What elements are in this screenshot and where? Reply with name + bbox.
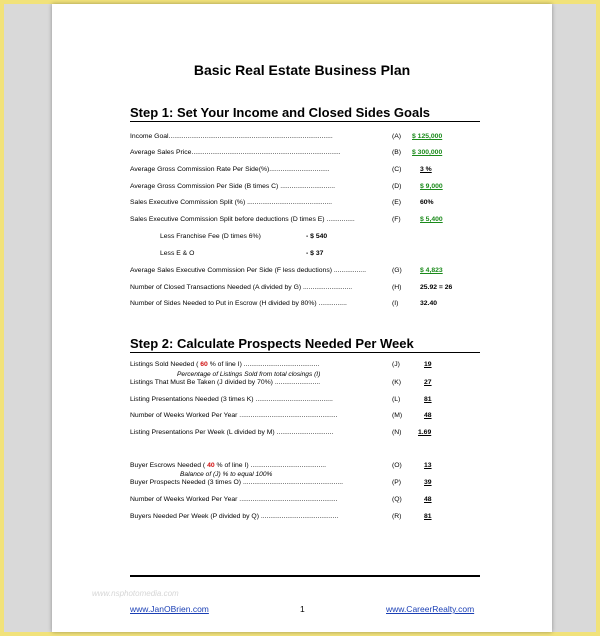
row-label: Number of Weeks Worked Per Year .................................................... [130, 496, 338, 503]
row-code: (Q) [392, 496, 402, 503]
row-value: 81 [424, 396, 432, 403]
row-code: (B) [392, 149, 402, 156]
row-label: Average Gross Commission Per Side (B times C) ............................. [130, 183, 335, 190]
row-code: (D) [392, 183, 402, 190]
row-value: - $ 540 [306, 233, 328, 240]
row-listings-taken [130, 377, 480, 389]
row-sides-in-escrow [130, 298, 480, 310]
row-code: (O) [392, 462, 402, 469]
row-value: 48 [424, 496, 432, 503]
row-label: Number of Weeks Worked Per Year .................................................... [130, 412, 338, 419]
row-value: $ 4,823 [420, 267, 443, 274]
viewer-background [4, 4, 596, 632]
row-code: (R) [392, 513, 402, 520]
row-value: 39 [424, 479, 432, 486]
row-label: Sales Executive Commission Split (%) ............................................. [130, 199, 333, 206]
row-value: 60% [420, 199, 434, 206]
row-franchise-fee [130, 231, 480, 243]
row-value: 81 [424, 513, 432, 520]
row-code: (C) [392, 166, 402, 173]
row-label: Number of Closed Transactions Needed (A divided by G) .......................... [130, 284, 353, 291]
row-value: 48 [424, 412, 432, 419]
row-code: (A) [392, 133, 402, 140]
footer-left-link[interactable]: www.JanOBrien.com [130, 604, 209, 614]
row-code: (G) [392, 267, 402, 274]
row-label: Income Goal....................................................................................... [130, 133, 333, 140]
row-commission-rate [130, 164, 480, 176]
step2-rule [130, 352, 480, 353]
row-value: - $ 37 [306, 250, 324, 257]
row-weeks-worked-m [130, 410, 480, 422]
row-net-commission [130, 265, 480, 277]
row-presentations-per-week [130, 427, 480, 439]
row-label: Listing Presentations Needed (3 times K) ......................................... [130, 396, 333, 403]
row-value: $ 300,000 [412, 149, 443, 156]
document-title: Basic Real Estate Business Plan [193, 62, 411, 78]
row-code: (E) [392, 199, 402, 206]
row-label: Buyer Escrows Needed ( 40 % of line I) ........................................ [130, 462, 327, 469]
row-value: 19 [424, 361, 432, 368]
row-value: 25.92 = 26 [420, 284, 453, 291]
row-listings-sold [130, 359, 480, 371]
row-buyers-per-week [130, 511, 480, 523]
row-code: (I) [392, 300, 399, 307]
row-value: 13 [424, 462, 432, 469]
row-label: Average Sales Price............................................................................... [130, 149, 341, 156]
row-label: Less E & O [160, 250, 195, 257]
footer-rule [130, 575, 480, 577]
row-closed-transactions [130, 282, 480, 294]
row-code: (L) [392, 396, 401, 403]
row-value: 27 [424, 379, 432, 386]
row-value: $ 5,400 [420, 216, 443, 223]
row-code: (F) [392, 216, 401, 223]
row-label: Average Gross Commission Rate Per Side(%)................................ [130, 166, 330, 173]
row-label: Buyers Needed Per Week (P divided by Q) ......................................... [130, 513, 339, 520]
row-average-sales-price [130, 147, 480, 159]
row-value: 32.40 [420, 300, 438, 307]
step2-heading: Step 2: Calculate Prospects Needed Per Week [130, 336, 414, 351]
row-listing-presentations [130, 394, 480, 406]
step1-rule [130, 121, 480, 122]
watermark: www.nsphotomedia.com [92, 589, 179, 598]
row-code: (P) [392, 479, 402, 486]
row-code: (N) [392, 429, 402, 436]
row-label: Listings Sold Needed ( 60 % of line I) ........................................ [130, 361, 320, 368]
row-label: Less Franchise Fee (D times 6%) [160, 233, 261, 240]
row-weeks-worked-q [130, 494, 480, 506]
row-code: (J) [392, 361, 400, 368]
row-value: 1.69 [418, 429, 432, 436]
row-label: Buyer Prospects Needed (3 times O) ..................................................... [130, 479, 344, 486]
listings-note: Percentage of Listings Sold from total closings (I) [177, 371, 321, 378]
row-commission-split [130, 197, 480, 209]
row-split-before-deductions [130, 214, 480, 226]
row-code: (H) [392, 284, 402, 291]
step1-heading: Step 1: Set Your Income and Closed Sides Goals [130, 105, 431, 120]
row-value: $ 125,000 [412, 133, 443, 140]
footer-right-link[interactable]: www.CareerRealty.com [386, 604, 475, 614]
row-label: Average Sales Executive Commission Per Side (F less deductions) ................. [130, 267, 366, 274]
row-value: 3 % [420, 166, 432, 173]
row-buyer-prospects [130, 477, 480, 489]
row-code: (M) [392, 412, 403, 419]
row-value: $ 9,000 [420, 183, 443, 190]
row-code: (K) [392, 379, 402, 386]
row-label: Listing Presentations Per Week (L divided by M) .............................. [130, 429, 334, 436]
row-label: Number of Sides Needed to Put in Escrow (H divided by 80%) ............... [130, 300, 347, 307]
page-number: 1 [300, 604, 305, 614]
buyer-note: Balance of (J) % to equal 100% [180, 471, 273, 478]
row-less-e-and-o [130, 248, 480, 260]
document-page [52, 4, 552, 632]
buyer-percent: 40 [207, 462, 215, 469]
row-label: Listings That Must Be Taken (J divided by 70%) ........................ [130, 379, 321, 386]
row-label: Sales Executive Commission Split before deductions (D times E) ............... [130, 216, 355, 223]
row-commission-per-side [130, 181, 480, 193]
listings-percent: 60 [200, 361, 208, 368]
row-income-goal [130, 131, 480, 143]
